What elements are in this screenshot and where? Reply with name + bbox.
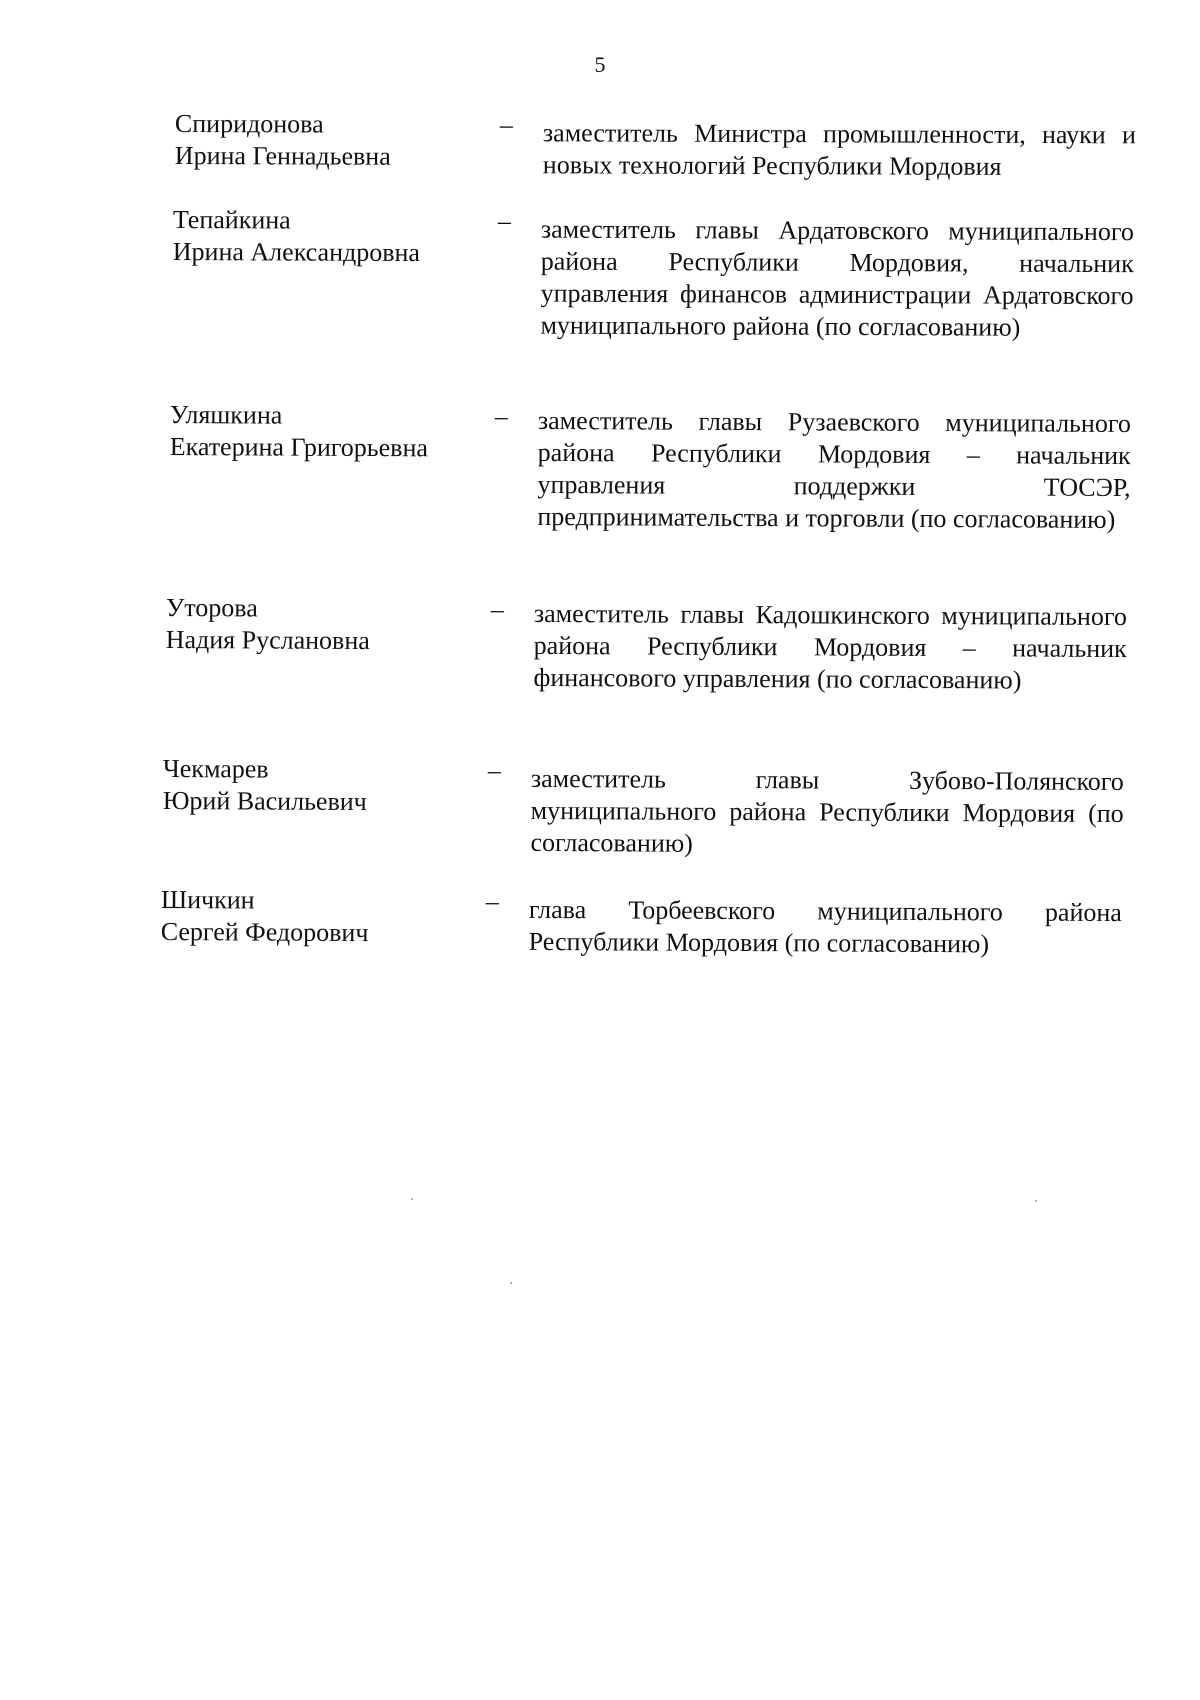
- page-number: 5: [594, 52, 606, 77]
- person-surname: Уторова: [165, 593, 258, 623]
- separator-dash: –: [497, 206, 511, 236]
- separator-dash: –: [487, 755, 501, 785]
- person-name: [175, 108, 475, 173]
- person-surname: Тепайкина: [172, 204, 291, 235]
- person-given-names: Екатерина Григорьевна: [169, 431, 429, 463]
- scan-speck: [510, 1282, 512, 1284]
- person-position: заместитель Министра промышленности, науки и новых технологий Республики Мордовия: [542, 118, 1136, 181]
- person-name: [173, 204, 473, 269]
- scan-speck: [1035, 1200, 1037, 1202]
- separator-dash: –: [490, 594, 504, 624]
- person-position: заместитель главы Ардатовского муниципального района Республики Мордовия, начальник управления финансов администрации Ардатовского муниципального района (по согласованию): [540, 214, 1134, 342]
- person-given-names: Юрий Васильевич: [162, 785, 367, 817]
- person-name: [161, 884, 461, 950]
- separator-dash: –: [499, 110, 513, 140]
- person-position: глава Торбеевского муниципального района Республики Мордовия (по согласованию): [528, 894, 1122, 959]
- person-given-names: Ирина Геннадьевна: [174, 140, 391, 171]
- person-surname: Спиридонова: [174, 108, 324, 139]
- person-given-names: Надия Руслановна: [165, 624, 370, 656]
- person-surname: Шичкин: [160, 885, 255, 915]
- person-position: заместитель главы Кадошкинского муниципального района Республики Мордовия – начальник финансового управления (по согласованию): [533, 598, 1127, 695]
- person-position: заместитель главы Рузаевского муниципального района Республики Мордовия – начальник управления поддержки ТОСЭР, предпринимательства и торговли (по согласованию): [537, 405, 1131, 534]
- separator-dash: –: [485, 886, 499, 916]
- person-surname: Уляшкина: [169, 400, 283, 430]
- person-position: заместитель главы Зубово-Полянского муниципального района Республики Мордовия (по согласованию): [530, 763, 1124, 858]
- person-given-names: Сергей Федорович: [160, 916, 369, 948]
- scan-speck: [411, 1198, 413, 1200]
- person-surname: Чекмарев: [162, 754, 269, 784]
- person-name: [170, 399, 470, 465]
- separator-dash: –: [494, 401, 508, 431]
- person-given-names: Ирина Александровна: [172, 236, 421, 268]
- person-name: [166, 592, 466, 658]
- person-name: [163, 753, 463, 819]
